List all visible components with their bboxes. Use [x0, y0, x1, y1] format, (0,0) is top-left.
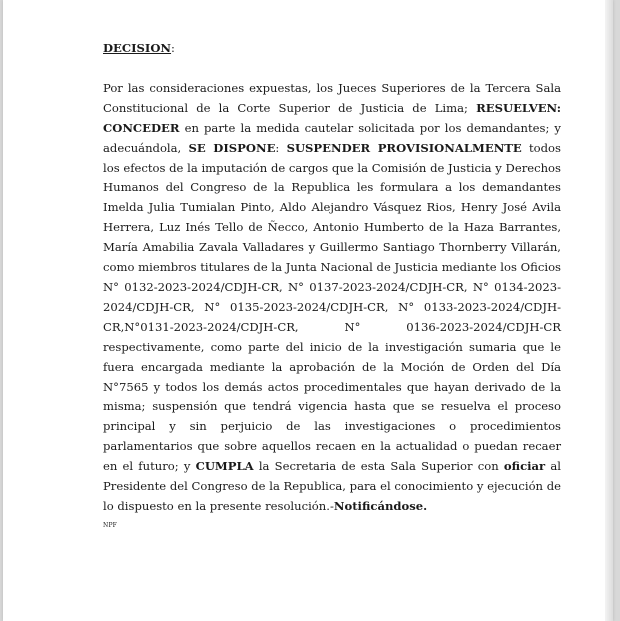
footer-initials: NPF — [103, 521, 118, 529]
bold-text-segment: oficiar — [503, 459, 546, 474]
bold-text-segment: CUMPLA — [195, 459, 254, 474]
heading-text: DECISION — [103, 41, 172, 55]
heading-colon: : — [171, 41, 175, 55]
page-edge-shadow — [605, 0, 613, 621]
text-segment: al Presidente del Congreso de la Republica, para el conocimiento y ejecución de lo dispuesto en la presente resolución.- — [103, 459, 561, 513]
bold-text-segment: SE DISPONE — [188, 140, 276, 155]
text-segment: todos los efectos de la imputación de cargos que la Comisión de Justicia y Derechos Humanos del Congreso de la Republica les formulara a los demandantes Imelda Julia Tumialan Pinto, Aldo Alejandro Vásquez Rios, Henry José Avila Herrera, Luz Inés Tello de Ñecco, Antonio Humberto de la Haza Barrantes, María Amabilia Zavala Valladares y Guillermo Santiago Thornberry Villarán, como miembros titulares de la Junta Nacional de Justicia mediante los Oficios N° 0132-2023-2024/CDJH-CR, N° 0137-2023-2024/CDJH-CR, N° 0134-2023-2024/CDJH-CR, N° 0135-2023-2024/CDJH-CR, N° 0133-2023-2024/CDJH-CR,N°0131-2023-2024/CDJH-CR, N° 0136-2023-2024/CDJH-CR respectivamente, como parte del inicio de la investigación sumaria que le fuera encargada mediante la aprobación de la Moción de Orden del Día N°7565 y todos los demás actos procedimentales que hayan derivado de la misma; suspensión que tendrá vigencia hasta que se resuelva el proceso principal y sin perjuicio de las investigaciones o procedimientos parlamentarios que sobre aquellos recaen en la actualidad o puedan recaer en el futuro; y — [103, 140, 561, 474]
text-segment: en parte la medida cautelar solicitada por los demandantes; y adecuándola, — [103, 120, 561, 155]
text-segment: la Secretaria de esta Sala Superior con — [253, 459, 504, 474]
bold-text-segment: Notificándose. — [333, 498, 428, 513]
bold-text-segment: RESUELVEN: CONCEDER — [103, 100, 561, 135]
document-page — [3, 0, 613, 621]
text-segment: Por las consideraciones expuestas, los Jueces Superiores de la Tercera Sala Constitucional de la Corte Superior de Justicia de Lima; — [103, 80, 561, 115]
document-content — [103, 39, 561, 530]
bold-text-segment: SUSPENDER PROVISIONALMENTE — [286, 140, 522, 155]
decision-paragraph — [103, 79, 561, 517]
section-heading — [103, 39, 561, 59]
text-segment: : — [275, 140, 287, 155]
